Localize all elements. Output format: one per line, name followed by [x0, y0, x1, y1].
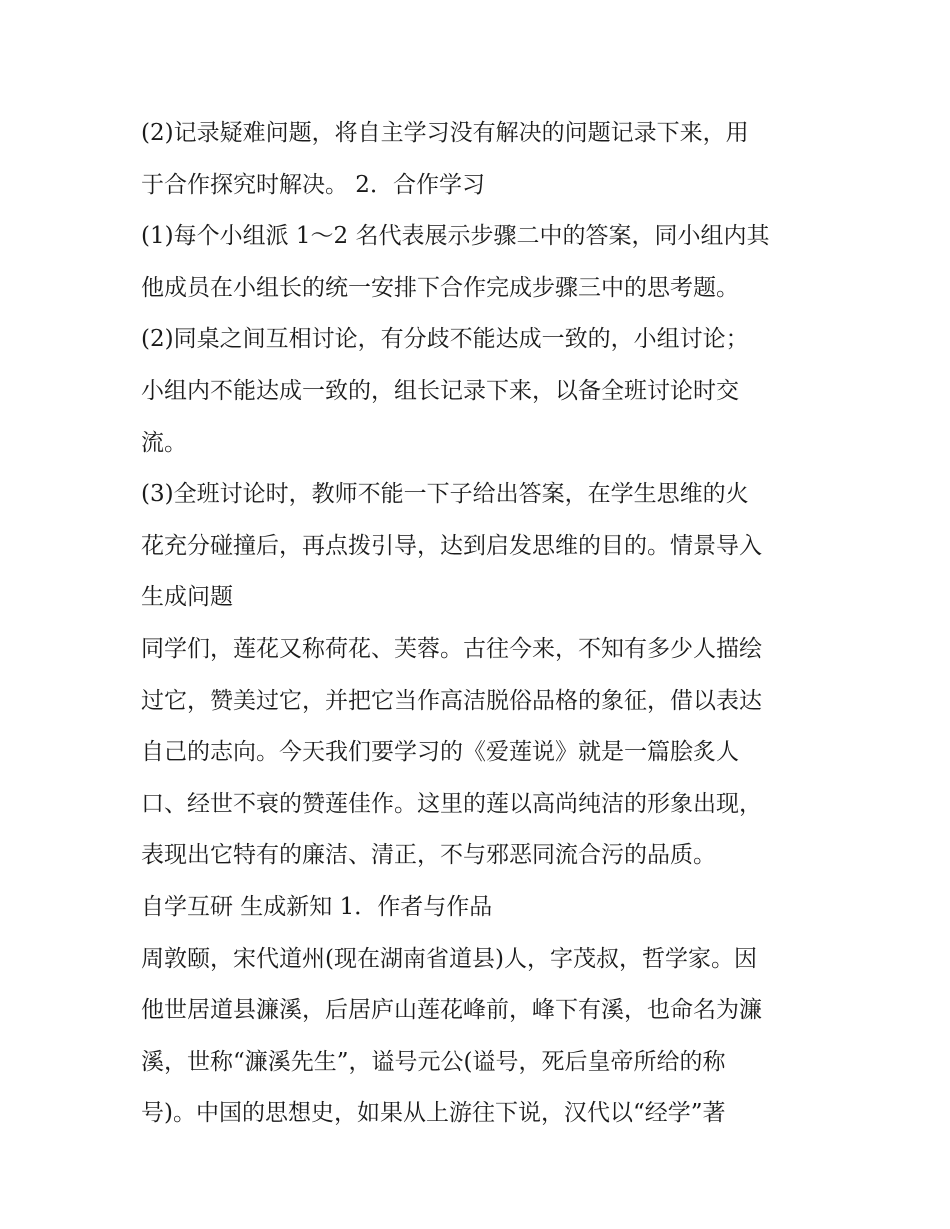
text-line: 他成员在小组长的统一安排下合作完成步骤三中的思考题。 [141, 274, 739, 301]
text-line: 流。 [141, 429, 187, 456]
text-line: (3)全班讨论时，教师不能一下子给出答案，在学生思维的火 [141, 481, 749, 508]
body-text [141, 108, 831, 1140]
text-line: 过它，赞美过它，并把它当作高洁脱俗品格的象征，借以表达 [141, 687, 762, 714]
text-line: 于合作探究时解决。 2．合作学习 [141, 171, 485, 198]
text-line: 小组内不能达成一致的，组长记录下来，以备全班讨论时交 [141, 377, 739, 404]
text-line: 自己的志向。今天我们要学习的《爱莲说》就是一篇脍炙人 [141, 739, 739, 766]
text-line: 口、经世不衰的赞莲佳作。这里的莲以高尚纯洁的形象出现， [141, 790, 762, 817]
text-line: 花充分碰撞后，再点拨引导，达到启发思维的目的。情景导入 [141, 532, 762, 559]
text-line: 周敦颐，宋代道州(现在湖南省道县)人，字茂叔，哲学家。因 [141, 945, 757, 972]
text-line: 号)。中国的思想史，如果从上游往下说，汉代以“经学”著 [141, 1100, 726, 1127]
text-line: (1)每个小组派 1～2 名代表展示步骤二中的答案，同小组内其 [141, 223, 770, 250]
text-line: (2)记录疑难问题，将自主学习没有解决的问题记录下来，用 [141, 120, 749, 146]
text-line: 同学们，莲花又称荷花、芙蓉。古往今来，不知有多少人描绘 [141, 635, 762, 662]
text-line: 溪，世称“濂溪先生”，谥号元公(谥号，死后皇帝所给的称 [141, 1048, 726, 1075]
text-line: 他世居道县濂溪，后居庐山莲花峰前，峰下有溪，也命名为濂 [141, 997, 762, 1024]
text-line: (2)同桌之间互相讨论，有分歧不能达成一致的，小组讨论； [141, 326, 749, 353]
text-line: 表现出它特有的廉洁、清正，不与邪恶同流合污的品质。 [141, 842, 716, 869]
text-line: 生成问题 [141, 584, 233, 611]
text-line: 自学互研 生成新知 1．作者与作品 [141, 893, 493, 920]
